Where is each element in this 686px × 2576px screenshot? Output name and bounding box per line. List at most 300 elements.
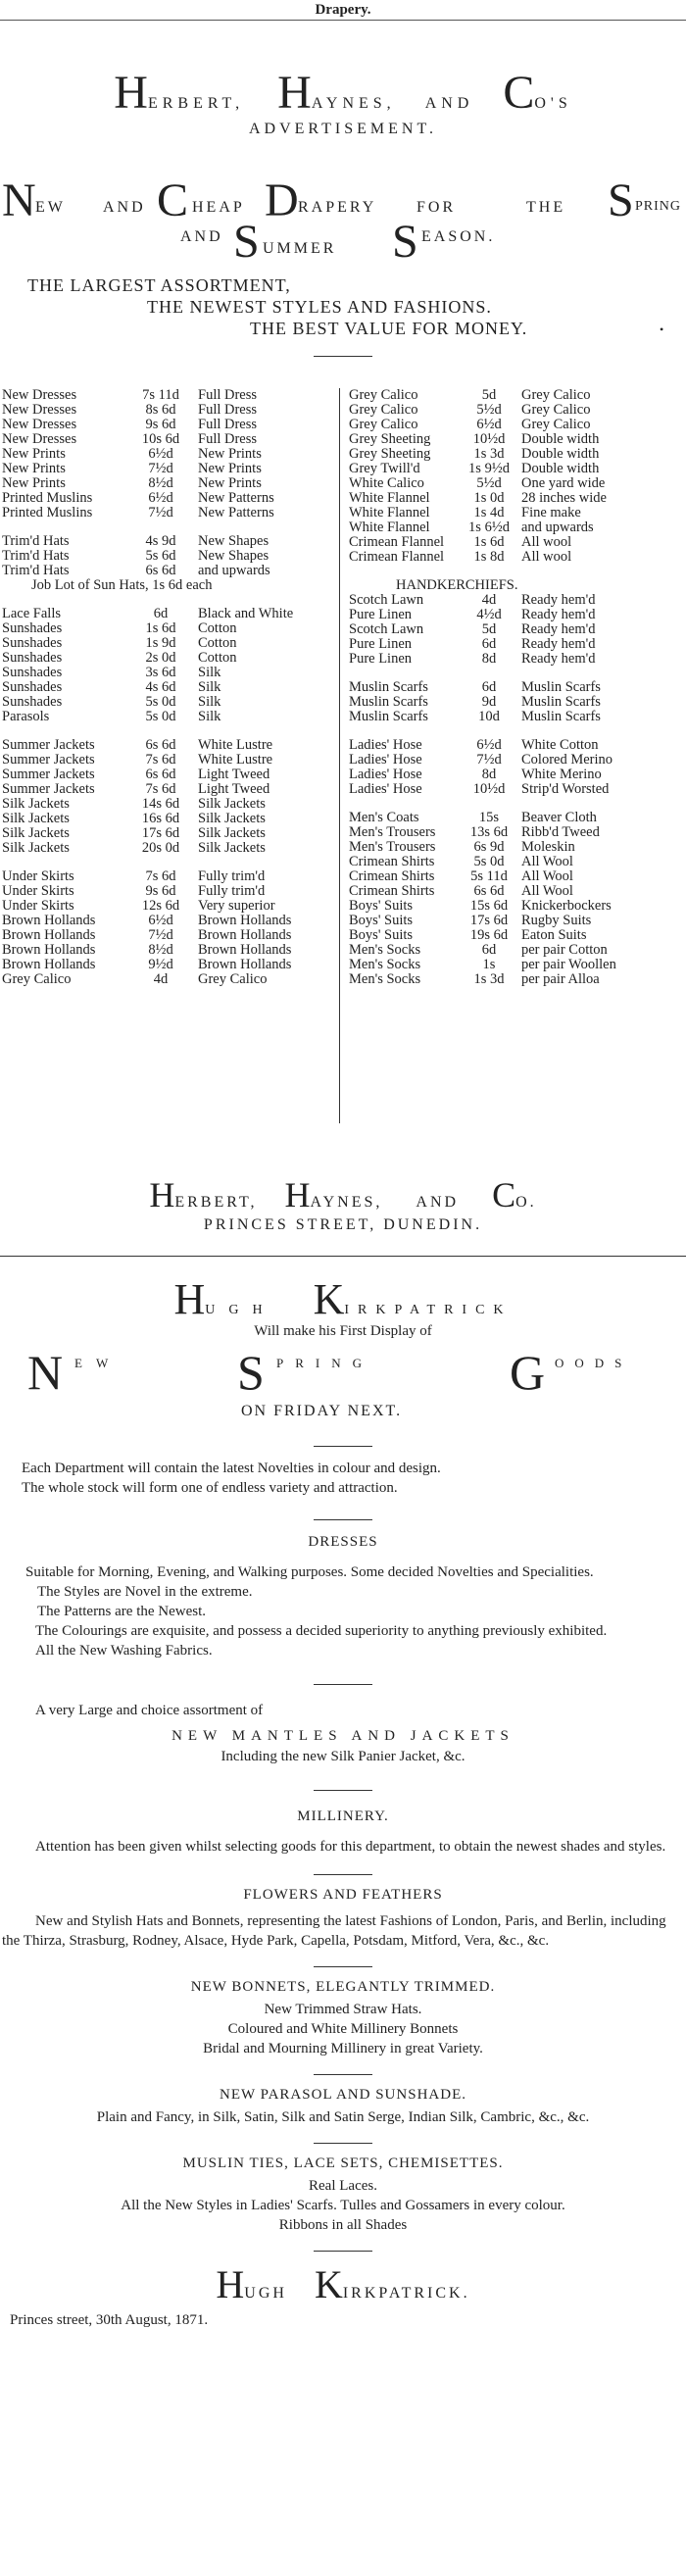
price-desc: Muslin Scarfs (521, 709, 601, 724)
price-row (2, 432, 335, 447)
price-desc: 28 inches wide (521, 490, 607, 506)
dresses-body (2, 1562, 682, 1660)
column-divider (339, 388, 340, 1123)
price-price: 8½d (148, 942, 173, 958)
price-row (349, 928, 678, 943)
price-price: 1s 4d (473, 505, 505, 520)
price-row-spacer (2, 520, 335, 534)
price-desc: New Prints (198, 475, 262, 491)
price-price: 5s 6d (145, 548, 176, 564)
price-item: Men's Socks (349, 942, 421, 958)
price-row (2, 388, 335, 403)
price-price: 20s 0d (141, 840, 180, 856)
muslin-body (0, 2176, 686, 2235)
price-row-spacer (349, 667, 678, 680)
divider (314, 2251, 372, 2252)
hh-subtitle-line1 (0, 174, 686, 226)
price-row (2, 768, 335, 782)
price-price: 5d (481, 621, 497, 637)
bonnets-body (0, 2000, 686, 2058)
nsg-initial: S (237, 1345, 265, 1400)
bonnets-heading: NEW BONNETS, ELEGANTLY TRIMMED. (190, 1979, 496, 1995)
price-desc: Silk (198, 679, 221, 695)
price-item: Sunshades (2, 635, 63, 651)
flowers-heading: FLOWERS AND FEATHERS (243, 1887, 443, 1903)
slogan-line: THE NEWEST STYLES AND FASHIONS. (147, 297, 492, 317)
price-desc: New Shapes (198, 533, 270, 549)
nsg-word: EW (74, 1356, 122, 1370)
price-row (2, 534, 335, 549)
price-desc: Light Tweed (198, 781, 270, 797)
price-desc: One yard wide (521, 475, 606, 491)
price-row (349, 958, 678, 972)
price-price: 1s (482, 957, 496, 972)
hh-advertisement: ADVERTISEMENT. (248, 121, 438, 137)
price-row (349, 462, 678, 476)
price-item: Summer Jackets (2, 752, 95, 768)
nsg-word: OODS (555, 1356, 633, 1370)
price-row (2, 564, 335, 578)
price-item: Grey Sheeting (349, 446, 431, 462)
hh-title-word: ERBERT, (147, 95, 245, 112)
price-row (2, 797, 335, 812)
price-price: 4d (153, 971, 169, 987)
price-row (2, 680, 335, 695)
price-desc: Full Dress (198, 417, 258, 432)
price-price: 7½d (148, 927, 173, 943)
price-desc: Cotton (198, 635, 237, 651)
price-list-left (2, 388, 335, 987)
hk-intro (22, 1459, 678, 1498)
price-row (349, 578, 678, 593)
hh-title (0, 67, 686, 119)
price-item: New Dresses (2, 387, 77, 403)
price-row (2, 899, 335, 914)
price-price: 6s 6d (145, 767, 176, 782)
hh-sub-word: UMMER (263, 240, 337, 257)
price-desc: Rugby Suits (521, 913, 592, 928)
price-row (2, 943, 335, 958)
price-price: 17s 6d (469, 913, 509, 928)
price-price: 6s 6d (145, 563, 176, 578)
price-item: Crimean Shirts (349, 868, 435, 884)
price-desc: New Prints (198, 446, 262, 462)
hk-title-initial: H (173, 1275, 206, 1323)
price-price: 7s 11d (142, 387, 179, 403)
price-row (2, 462, 335, 476)
price-desc: All Wool (521, 854, 573, 869)
price-item: Scotch Lawn (349, 592, 424, 608)
price-price: 5s 0d (145, 709, 176, 724)
nsg-word: PRING (276, 1356, 374, 1370)
price-row (349, 972, 678, 987)
price-row (349, 667, 678, 680)
price-item: Men's Socks (349, 971, 421, 987)
price-desc: Silk (198, 665, 221, 680)
muslin-line: Real Laces. (309, 2178, 377, 2194)
price-price: 15s (478, 810, 500, 825)
price-desc: Fully trim'd (198, 883, 266, 899)
price-item: New Dresses (2, 431, 77, 447)
price-item: New Prints (2, 475, 66, 491)
price-item: White Flannel (349, 505, 430, 520)
price-row (2, 710, 335, 724)
price-item: Sunshades (2, 694, 63, 710)
price-desc: New Shapes (198, 548, 270, 564)
price-desc: Muslin Scarfs (521, 694, 601, 710)
price-price: 8s 6d (145, 402, 176, 418)
hk-friday: ON FRIDAY NEXT. (241, 1403, 403, 1419)
hh-footer-initial: C (492, 1175, 516, 1214)
hh-sub-initial: C (157, 174, 189, 226)
price-row (349, 622, 678, 637)
hk-sign-initial: H (216, 2262, 245, 2306)
price-row (349, 914, 678, 928)
hk-title (0, 1275, 686, 1323)
price-item: Silk Jackets (2, 811, 70, 826)
hk-sign-word: IRKPATRICK. (342, 2285, 470, 2302)
price-row (2, 520, 335, 534)
price-desc: Ready hem'd (521, 621, 596, 637)
mantles-intro: A very Large and choice assortment of (35, 1703, 264, 1718)
price-row (2, 928, 335, 943)
price-row (349, 535, 678, 550)
price-price: 9d (481, 694, 497, 710)
divider (314, 1446, 372, 1447)
price-price: 6d (481, 942, 497, 958)
hk-title-initial: K (313, 1275, 345, 1323)
price-desc: New Prints (198, 461, 262, 476)
divider (314, 1519, 372, 1520)
hh-sub-word: FOR (416, 199, 457, 216)
price-row (2, 447, 335, 462)
price-row (2, 593, 335, 607)
price-price: 2s 0d (145, 650, 176, 666)
price-item: Sunshades (2, 665, 63, 680)
price-desc: Fine make (521, 505, 581, 520)
price-desc: Ready hem'd (521, 636, 596, 652)
price-desc: Double width (521, 446, 600, 462)
price-item: Under Skirts (2, 868, 74, 884)
price-price: 1s 8d (473, 549, 505, 565)
price-item: White Flannel (349, 490, 430, 506)
price-row (2, 812, 335, 826)
price-desc: Moleskin (521, 839, 575, 855)
price-price: 5½d (476, 475, 502, 491)
slogan-line: THE LARGEST ASSORTMENT, (27, 275, 291, 295)
price-item: Scotch Lawn (349, 621, 424, 637)
hh-sub-initial: D (265, 174, 299, 226)
price-row-spacer (2, 856, 335, 869)
intro-line: Each Department will contain the latest Novelties in colour and design. (22, 1461, 441, 1476)
hh-sub-initial: N (2, 174, 36, 226)
price-row (2, 403, 335, 418)
price-price: 6½d (148, 446, 173, 462)
hk-title-word: UGH (205, 1303, 276, 1317)
price-row (349, 403, 678, 418)
flowers-body: New and Stylish Hats and Bonnets, representing the latest Fashions of London, Paris, and Berlin, including the Thirza, Strasburg, Rodney, Alsace, Hyde Park, Capella, Potsdam, Mitford, Vera, &c., &c. (2, 1913, 666, 1949)
price-desc: Full Dress (198, 387, 258, 403)
price-item: Summer Jackets (2, 767, 95, 782)
hh-footer-word: AND (416, 1194, 460, 1211)
price-desc: per pair Cotton (521, 942, 608, 958)
hh-title-word: AND (424, 95, 474, 112)
price-item: Pure Linen (349, 636, 413, 652)
price-price: 9s 6d (145, 417, 176, 432)
price-item: Crimean Shirts (349, 854, 435, 869)
price-row (349, 738, 678, 753)
hh-slogan (0, 275, 686, 346)
mantles-sub: Including the new Silk Panier Jacket, &c. (220, 1749, 466, 1764)
price-desc: Grey Calico (521, 387, 591, 403)
price-price: 7s 6d (145, 752, 176, 768)
divider (314, 356, 372, 357)
price-desc: Brown Hollands (198, 957, 292, 972)
hh-footer-initial: H (284, 1175, 311, 1214)
dresses-heading: DRESSES (308, 1534, 378, 1550)
hh-title-word: AYNES, (311, 95, 396, 112)
price-row (349, 550, 678, 565)
price-desc: All Wool (521, 868, 573, 884)
price-desc: Brown Hollands (198, 913, 292, 928)
hh-price-list (0, 388, 686, 1118)
price-row (349, 869, 678, 884)
price-row (349, 884, 678, 899)
hh-sub-initial: S (233, 216, 260, 268)
hk-date: Princes street, 30th August, 1871. (10, 2312, 209, 2328)
price-price: 5½d (476, 402, 502, 418)
price-row (2, 884, 335, 899)
price-desc: Full Dress (198, 402, 258, 418)
price-desc: New Patterns (198, 490, 274, 506)
nsg-initial: N (27, 1345, 64, 1400)
price-desc: White Cotton (521, 737, 599, 753)
price-desc: Double width (521, 461, 600, 476)
price-item: White Flannel (349, 520, 430, 535)
price-row (2, 972, 335, 987)
price-desc: and upwards (521, 520, 594, 535)
price-item: Sunshades (2, 650, 63, 666)
hh-title-initial: C (503, 67, 535, 119)
price-price: 4½d (476, 607, 502, 622)
price-item: Grey Calico (349, 402, 418, 418)
price-price: 7s 6d (145, 781, 176, 797)
advert-separator (0, 1256, 686, 1257)
dresses-line: The Styles are Novel in the extreme. (37, 1584, 253, 1600)
price-item: Grey Calico (349, 387, 418, 403)
hh-sub-word: PRING (635, 199, 682, 214)
price-price: 7½d (148, 505, 173, 520)
price-price: 4d (481, 592, 497, 608)
hh-footer-word: O. (515, 1194, 537, 1211)
price-list-right (349, 388, 678, 987)
price-item: Men's Socks (349, 957, 421, 972)
price-row (2, 869, 335, 884)
price-desc: White Merino (521, 767, 602, 782)
hh-sub-word: RAPERY (298, 199, 377, 216)
price-item: New Prints (2, 446, 66, 462)
millinery-body: Attention has been given whilst selecting goods for this department, to obtain the newest shades and styles. (35, 1839, 666, 1855)
price-price: 8½d (148, 475, 173, 491)
price-item: Boys' Suits (349, 927, 414, 943)
dresses-line: The Colourings are exquisite, and possess a decided superiority to anything previously exhibited. (35, 1623, 608, 1639)
price-price: 10½d (472, 781, 506, 797)
price-desc: Grey Calico (198, 971, 268, 987)
price-row (2, 914, 335, 928)
price-item: Men's Coats (349, 810, 419, 825)
price-desc: Silk Jackets (198, 811, 266, 826)
price-desc: All wool (521, 534, 572, 550)
section-header: Drapery. (0, 0, 686, 21)
price-row (349, 637, 678, 652)
price-row-spacer (349, 565, 678, 578)
intro-line: The whole stock will form one of endless variety and attraction. (22, 1480, 398, 1496)
price-price: 16s 6d (141, 811, 180, 826)
divider (314, 1790, 372, 1791)
price-price: 6d (481, 636, 497, 652)
price-row (349, 695, 678, 710)
price-row (349, 388, 678, 403)
price-desc: Full Dress (198, 431, 258, 447)
divider (314, 2143, 372, 2144)
price-row (2, 724, 335, 738)
price-row-spacer (349, 724, 678, 738)
price-row (2, 738, 335, 753)
price-price: 7½d (476, 752, 502, 768)
nsg-initial: G (510, 1345, 546, 1400)
price-row (2, 782, 335, 797)
price-row (2, 491, 335, 506)
price-price: 6½d (476, 417, 502, 432)
hh-title-initial: H (114, 67, 148, 119)
hk-advert (0, 1275, 686, 2330)
price-row (349, 768, 678, 782)
price-row (2, 753, 335, 768)
price-price: 5d (481, 387, 497, 403)
price-item: Sunshades (2, 620, 63, 636)
price-item: Crimean Flannel (349, 534, 445, 550)
price-item: Crimean Flannel (349, 549, 445, 565)
price-item: New Prints (2, 461, 66, 476)
price-price: 1s 6d (145, 620, 176, 636)
price-desc: Muslin Scarfs (521, 679, 601, 695)
price-price: 6d (481, 679, 497, 695)
price-desc: Cotton (198, 650, 237, 666)
price-desc: Very superior (198, 898, 275, 914)
price-row (2, 695, 335, 710)
price-price: 5s 0d (473, 854, 505, 869)
slogan-line: THE BEST VALUE FOR MONEY. (250, 319, 528, 338)
price-desc: Ready hem'd (521, 592, 596, 608)
price-item: Trim'd Hats (2, 563, 70, 578)
price-price: 7½d (148, 461, 173, 476)
price-desc: Silk Jackets (198, 796, 266, 812)
price-item: Silk Jackets (2, 840, 70, 856)
price-desc: Fully trim'd (198, 868, 266, 884)
price-row (2, 476, 335, 491)
price-desc: Silk (198, 709, 221, 724)
price-row (349, 825, 678, 840)
bonnets-line: Bridal and Mourning Millinery in great Variety. (203, 2041, 483, 2056)
price-item: Muslin Scarfs (349, 694, 428, 710)
price-item: Ladies' Hose (349, 737, 422, 753)
hh-address: PRINCES STREET, DUNEDIN. (203, 1216, 483, 1233)
price-desc: Ready hem'd (521, 651, 596, 667)
price-desc: All Wool (521, 883, 573, 899)
bonnets-line: Coloured and White Millinery Bonnets (227, 2021, 459, 2037)
price-price: 12s 6d (141, 898, 180, 914)
price-price: 6s 6d (145, 737, 176, 753)
price-desc: White Lustre (198, 737, 273, 753)
price-desc: Brown Hollands (198, 942, 292, 958)
price-item: New Dresses (2, 417, 77, 432)
price-price: 5s 11d (470, 868, 508, 884)
price-row (349, 811, 678, 825)
price-price: 1s 0d (473, 490, 505, 506)
price-row (349, 710, 678, 724)
price-item: Pure Linen (349, 651, 413, 667)
price-item: Grey Calico (349, 417, 418, 432)
hh-sub-word: EW (35, 199, 66, 216)
price-price: 5s 0d (145, 694, 176, 710)
hk-signature (0, 2262, 686, 2306)
price-price: 9s 6d (145, 883, 176, 899)
price-row (2, 856, 335, 869)
price-row (2, 549, 335, 564)
price-price: 1s 9d (145, 635, 176, 651)
ink-mark: • (660, 322, 664, 336)
price-item: Trim'd Hats (2, 533, 70, 549)
price-price: 1s 6½d (468, 520, 510, 535)
hh-title-initial: H (277, 67, 312, 119)
price-item: Grey Calico (2, 971, 72, 987)
price-item: Brown Hollands (2, 942, 96, 958)
price-row (349, 855, 678, 869)
price-row-spacer (2, 724, 335, 738)
price-desc: Silk (198, 694, 221, 710)
parasol-heading: NEW PARASOL AND SUNSHADE. (220, 2087, 466, 2103)
price-price: 10s 6d (141, 431, 180, 447)
price-row (349, 899, 678, 914)
hk-title-word: IRKPATRICK (344, 1303, 513, 1317)
price-desc: Silk Jackets (198, 825, 266, 841)
price-price: 19s 6d (469, 927, 509, 943)
price-row (349, 565, 678, 578)
price-price: 4s 9d (145, 533, 176, 549)
price-item: Pure Linen (349, 607, 413, 622)
price-desc: Strip'd Worsted (521, 781, 610, 797)
price-price: 8d (481, 651, 497, 667)
price-item: Parasols (2, 709, 50, 724)
price-price: 14s 6d (141, 796, 180, 812)
price-row-spacer (2, 593, 335, 607)
price-item: Men's Trousers (349, 839, 436, 855)
price-row (349, 476, 678, 491)
price-row (349, 593, 678, 608)
price-item: Grey Twill'd (349, 461, 420, 476)
hk-sign-word: UGH (244, 2285, 287, 2302)
price-row (2, 621, 335, 636)
price-row (349, 797, 678, 811)
price-item: Muslin Scarfs (349, 709, 428, 724)
price-price: 1s 6d (473, 534, 505, 550)
price-desc: Eaton Suits (521, 927, 587, 943)
muslin-heading: MUSLIN TIES, LACE SETS, CHEMISETTES. (182, 2155, 504, 2171)
price-desc: Grey Calico (521, 402, 591, 418)
price-row (2, 636, 335, 651)
price-item: Summer Jackets (2, 781, 95, 797)
price-desc: Silk Jackets (198, 840, 266, 856)
